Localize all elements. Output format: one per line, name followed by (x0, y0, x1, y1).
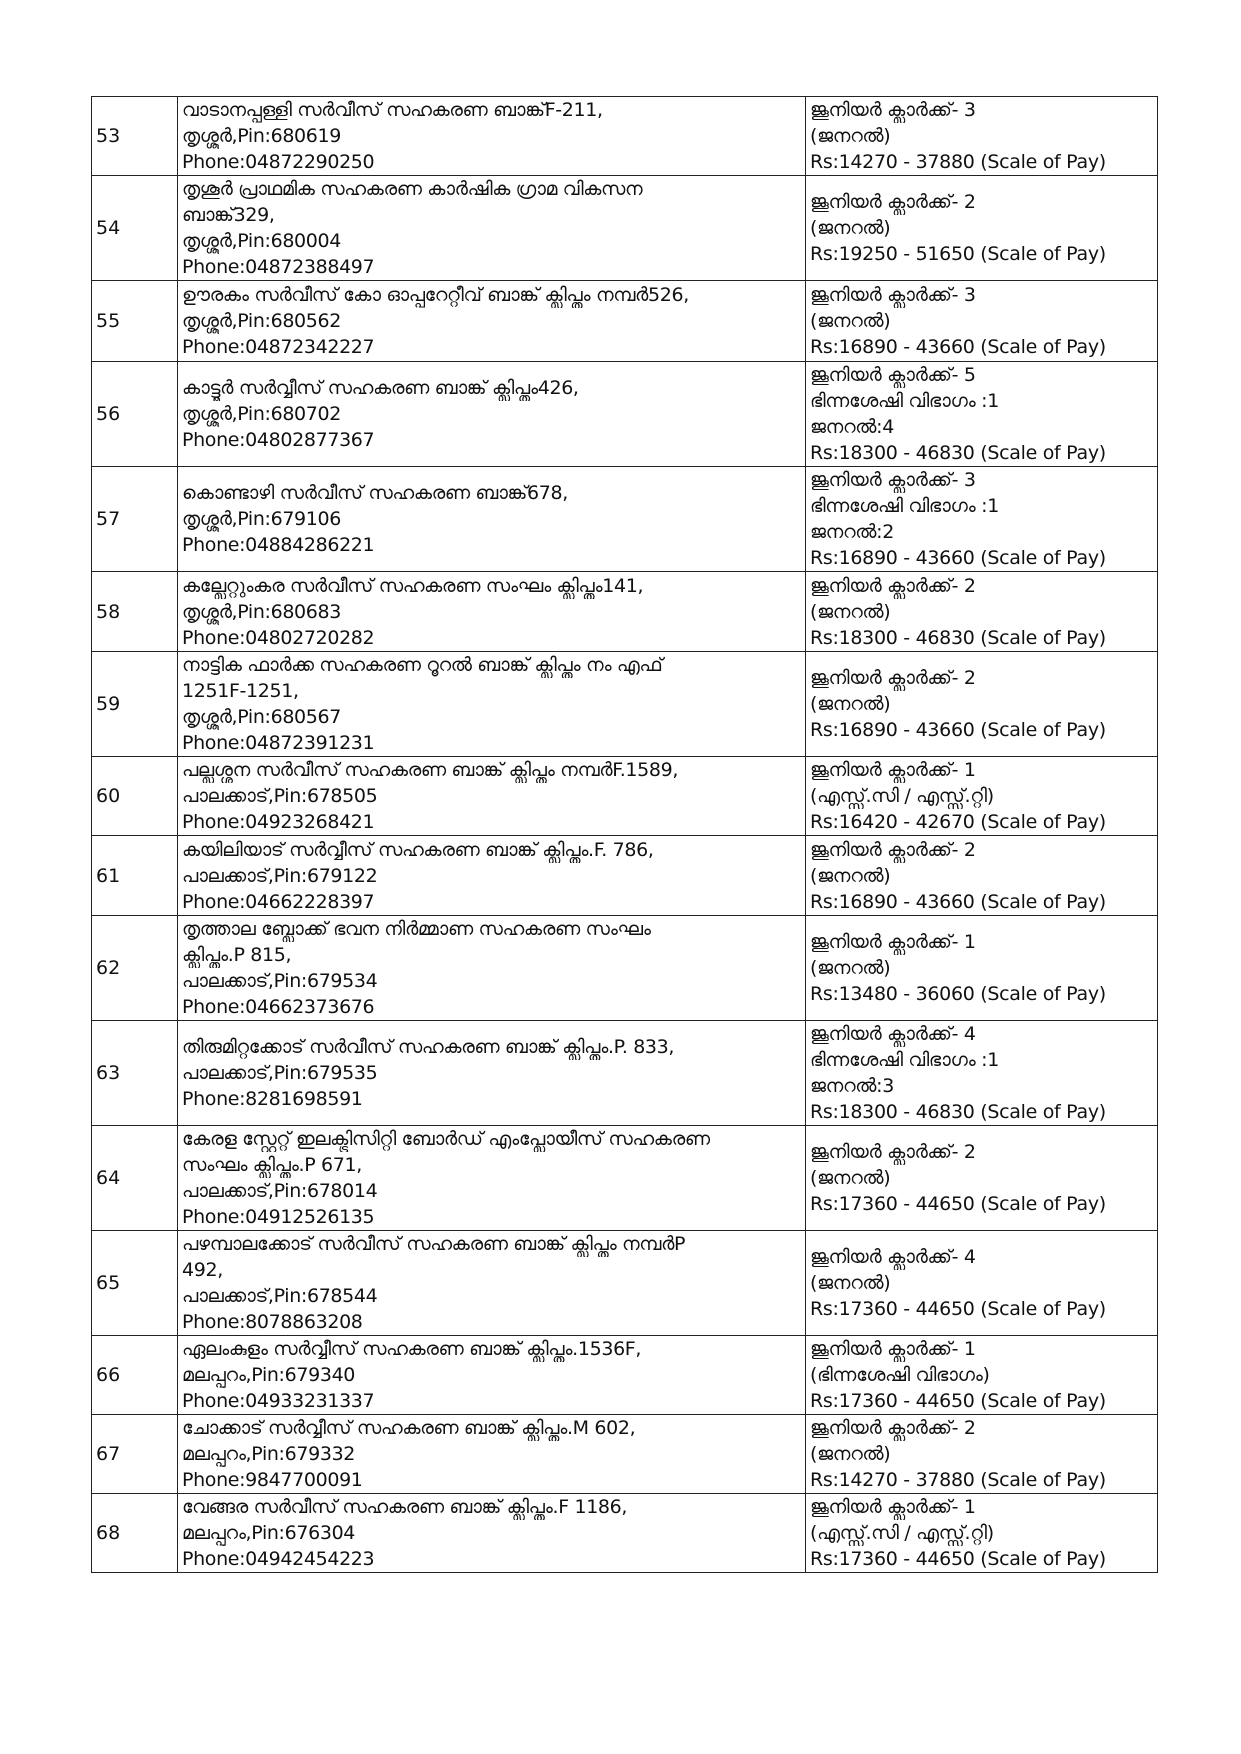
serial-number-cell: 67 (92, 1415, 178, 1494)
institution-line: Phone:04884286221 (182, 534, 375, 556)
post-detail-line: ജനറൽ:2 (810, 521, 895, 543)
institution-cell (178, 1126, 806, 1231)
post-detail-line: ജൂനിയർ ക്ലാർക്ക്- 1 (810, 931, 976, 953)
institution-line: പാലക്കാട്,Pin:678505 (182, 785, 378, 807)
institution-line: വേങ്ങര സർവീസ് സഹകരണ ബാങ്ക് ക്ലിപ്തം.F 1186, (182, 1496, 628, 1518)
post-detail-line: (എസ്സ്.സി / എസ്സ്.റ്റി) (810, 1522, 994, 1544)
institution-line: തൃശ്ശൂർ,Pin:680619 (182, 125, 342, 147)
institution-line: തൃശൂർ പ്രാഥമിക സഹകരണ കാർഷിക ഗ്രാമ വികസന (182, 178, 643, 200)
post-detail-line: (ജനറൽ) (810, 1443, 891, 1465)
institution-line: മലപ്പുറം,Pin:676304 (182, 1522, 356, 1544)
institution-line: Phone:9847700091 (182, 1469, 363, 1491)
post-detail-line: Rs:18300 - 46830 (Scale of Pay) (810, 1101, 1106, 1123)
serial-number-cell: 58 (92, 572, 178, 652)
institution-line: പാലക്കാട്,Pin:679534 (182, 970, 378, 992)
post-details-cell (806, 916, 1158, 1021)
post-detail-line: (ജനറൽ) (810, 1272, 891, 1294)
institution-line: കേരള സ്റ്റേറ്റ് ഇലക്ട്രിസിറ്റി ബോർഡ് എംപ്ലോയീസ് സഹകരണ (182, 1128, 710, 1150)
institution-line: ഊരകം സർവീസ് കോ ഓപ്പറേറ്റീവ് ബാങ്ക് ക്ലിപ്തം നമ്പർ526, (182, 284, 689, 306)
institution-line: മലപ്പുറം,Pin:679332 (182, 1443, 356, 1465)
post-details-cell (806, 362, 1158, 467)
serial-number-cell: 54 (92, 176, 178, 281)
post-details-cell (806, 572, 1158, 652)
table-row (92, 467, 1158, 572)
institution-cell (178, 1415, 806, 1494)
institution-cell (178, 916, 806, 1021)
institution-line: Phone:04662373676 (182, 996, 375, 1018)
serial-number-cell: 64 (92, 1126, 178, 1231)
institution-line: ക്ലിപ്തം.P 815, (182, 944, 292, 966)
institution-line: തൃത്താല ബ്ലോക്ക് ഭവന നിർമ്മാണ സഹകരണ സംഘം (182, 918, 651, 940)
post-detail-line: Rs:16890 - 43660 (Scale of Pay) (810, 547, 1106, 569)
post-details-cell (806, 1494, 1158, 1573)
institution-line: തൃശ്ശൂർ,Pin:680683 (182, 600, 342, 623)
table-row (92, 1415, 1158, 1494)
post-detail-line: (ജനറൽ) (810, 310, 891, 332)
post-detail-line: Rs:16890 - 43660 (Scale of Pay) (810, 336, 1106, 358)
institution-line: തൃശ്ശൂർ,Pin:680562 (182, 310, 342, 332)
institution-line: ചോക്കാട് സർവ്വീസ് സഹകരണ ബാങ്ക് ക്ലിപ്തം.M 602, (182, 1417, 636, 1439)
post-details-cell (806, 1021, 1158, 1126)
post-detail-line: Rs:16890 - 43660 (Scale of Pay) (810, 890, 1106, 913)
serial-number-cell: 57 (92, 467, 178, 572)
post-detail-line: Rs:14270 - 37880 (Scale of Pay) (810, 1469, 1106, 1491)
post-detail-line: ജൂനിയർ ക്ലാർക്ക്- 3 (810, 284, 976, 306)
institution-line: 492, (182, 1259, 223, 1281)
post-detail-line: Rs:16890 - 43660 (Scale of Pay) (810, 719, 1106, 741)
institution-cell (178, 97, 806, 176)
institution-line: കയിലിയാട് സർവ്വീസ് സഹകരണ ബാങ്ക് ക്ലിപ്തം.F. 786, (182, 838, 654, 861)
institution-cell (178, 1021, 806, 1126)
post-details-cell (806, 1336, 1158, 1415)
table-row (92, 916, 1158, 1021)
table-row (92, 281, 1158, 362)
institution-line: പല്ലശ്ശന സർവീസ് സഹകരണ ബാങ്ക് ക്ലിപ്തം നമ്പർF.1589, (182, 759, 679, 781)
institution-line: Phone:04872342227 (182, 336, 375, 358)
table-row (92, 652, 1158, 757)
serial-number-cell: 56 (92, 362, 178, 467)
post-details-cell (806, 97, 1158, 176)
post-details-cell (806, 1415, 1158, 1494)
post-detail-line: Rs:18300 - 46830 (Scale of Pay) (810, 442, 1106, 464)
institution-line: Phone:04942454223 (182, 1548, 375, 1570)
institution-line: നാട്ടിക ഫാർക്ക സഹകരണ റൂറൽ ബാങ്ക് ക്ലിപ്തം നം എഫ് (182, 654, 663, 676)
institution-line: Phone:8078863208 (182, 1311, 363, 1333)
post-detail-line: ജൂനിയർ ക്ലാർക്ക്- 3 (810, 469, 976, 491)
serial-number-cell: 55 (92, 281, 178, 362)
post-detail-line: ജൂനിയർ ക്ലാർക്ക്- 1 (810, 1496, 976, 1518)
post-details-cell (806, 836, 1158, 916)
post-detail-line: ജൂനിയർ ക്ലാർക്ക്- 3 (810, 99, 976, 121)
post-detail-line: (ജനറൽ) (810, 693, 891, 715)
institution-line: Phone:04662228397 (182, 890, 375, 913)
institution-line: പാലക്കാട്,Pin:678544 (182, 1285, 378, 1307)
vacancy-table-body (92, 97, 1158, 1573)
institution-line: പാലക്കാട്,Pin:679535 (182, 1062, 378, 1084)
table-row (92, 1021, 1158, 1126)
post-detail-line: Rs:13480 - 36060 (Scale of Pay) (810, 983, 1106, 1005)
post-details-cell (806, 281, 1158, 362)
post-detail-line: Rs:16420 - 42670 (Scale of Pay) (810, 811, 1106, 833)
institution-line: 1251F-1251, (182, 680, 299, 702)
institution-line: മലപ്പുറം,Pin:679340 (182, 1364, 356, 1386)
serial-number-cell: 66 (92, 1336, 178, 1415)
post-detail-line: Rs:19250 - 51650 (Scale of Pay) (810, 243, 1106, 265)
post-detail-line: (എസ്സ്.സി / എസ്സ്.റ്റി) (810, 785, 994, 807)
institution-cell (178, 836, 806, 916)
table-row (92, 757, 1158, 836)
institution-line: തൃശ്ശൂർ,Pin:680702 (182, 403, 342, 425)
institution-line: പാലക്കാട്,Pin:678014 (182, 1180, 378, 1202)
post-detail-line: (ജനറൽ) (810, 864, 891, 887)
post-detail-line: ജൂനിയർ ക്ലാർക്ക്- 4 (810, 1023, 976, 1045)
post-detail-line: ജൂനിയർ ക്ലാർക്ക്- 2 (810, 1417, 976, 1439)
post-details-cell (806, 176, 1158, 281)
institution-line: ഏലംകുളം സർവ്വീസ് സഹകരണ ബാങ്ക് ക്ലിപ്തം.1536F, (182, 1338, 642, 1360)
institution-line: Phone:04933231337 (182, 1390, 375, 1412)
post-detail-line: (ഭിന്നശേഷി വിഭാഗം) (810, 1364, 990, 1386)
post-detail-line: ജൂനിയർ ക്ലാർക്ക്- 4 (810, 1246, 976, 1268)
post-details-cell (806, 467, 1158, 572)
table-row (92, 97, 1158, 176)
serial-number-cell: 53 (92, 97, 178, 176)
institution-line: തിരുമിറ്റക്കോട് സർവീസ് സഹകരണ ബാങ്ക് ക്ലിപ്തം.P. 833, (182, 1036, 675, 1058)
institution-cell (178, 362, 806, 467)
post-detail-line: (ജനറൽ) (810, 217, 891, 239)
institution-cell (178, 757, 806, 836)
institution-line: പഴമ്പാലക്കോട് സർവീസ് സഹകരണ ബാങ്ക് ക്ലിപ്തം നമ്പർP (182, 1233, 686, 1255)
table-row (92, 572, 1158, 652)
post-detail-line: ജൂനിയർ ക്ലാർക്ക്- 2 (810, 667, 976, 689)
post-detail-line: Rs:17360 - 44650 (Scale of Pay) (810, 1298, 1106, 1320)
institution-line: കല്ലേറ്റുംകര സർവീസ് സഹകരണ സംഘം ക്ലിപ്തം141, (182, 574, 644, 597)
post-detail-line: ഭിന്നശേഷി വിഭാഗം :1 (810, 390, 1000, 412)
post-details-cell (806, 652, 1158, 757)
post-detail-line: ജൂനിയർ ക്ലാർക്ക്- 2 (810, 191, 976, 213)
vacancy-table (91, 96, 1158, 1573)
post-detail-line: ജൂനിയർ ക്ലാർക്ക്- 2 (810, 574, 976, 597)
serial-number-cell: 65 (92, 1231, 178, 1336)
institution-line: വാടാനപ്പള്ളി സർവീസ് സഹകരണ ബാങ്ക്F-211, (182, 99, 603, 121)
institution-line: Phone:04923268421 (182, 811, 375, 833)
serial-number-cell: 59 (92, 652, 178, 757)
post-detail-line: ജൂനിയർ ക്ലാർക്ക്- 5 (810, 364, 976, 386)
serial-number-cell: 68 (92, 1494, 178, 1573)
post-detail-line: (ജനറൽ) (810, 600, 891, 623)
institution-cell (178, 176, 806, 281)
institution-line: ബാങ്ക്329, (182, 204, 275, 226)
institution-line: Phone:04872388497 (182, 256, 375, 278)
table-row (92, 1494, 1158, 1573)
post-detail-line: ജൂനിയർ ക്ലാർക്ക്- 2 (810, 838, 976, 861)
institution-line: Phone:04802877367 (182, 429, 375, 451)
institution-line: സംഘം ക്ലിപ്തം.P 671, (182, 1154, 362, 1176)
post-detail-line: Rs:18300 - 46830 (Scale of Pay) (810, 626, 1106, 649)
institution-line: Phone:04802720282 (182, 626, 375, 649)
institution-line: Phone:8281698591 (182, 1088, 363, 1110)
post-detail-line: Rs:14270 - 37880 (Scale of Pay) (810, 151, 1106, 173)
post-detail-line: ജൂനിയർ ക്ലാർക്ക്- 2 (810, 1141, 976, 1163)
institution-line: Phone:04872290250 (182, 151, 375, 173)
table-row (92, 1231, 1158, 1336)
post-detail-line: ജനറൽ:3 (810, 1075, 895, 1097)
post-detail-line: ജൂനിയർ ക്ലാർക്ക്- 1 (810, 759, 976, 781)
serial-number-cell: 62 (92, 916, 178, 1021)
serial-number-cell: 61 (92, 836, 178, 916)
table-row (92, 176, 1158, 281)
institution-line: കൊണ്ടാഴി സർവീസ് സഹകരണ ബാങ്ക്678, (182, 482, 568, 504)
institution-cell (178, 652, 806, 757)
institution-line: Phone:04872391231 (182, 732, 375, 754)
institution-line: തൃശ്ശൂർ,Pin:680567 (182, 706, 342, 728)
post-details-cell (806, 1231, 1158, 1336)
table-row (92, 836, 1158, 916)
post-detail-line: Rs:17360 - 44650 (Scale of Pay) (810, 1193, 1106, 1215)
serial-number-cell: 60 (92, 757, 178, 836)
institution-line: പാലക്കാട്,Pin:679122 (182, 864, 378, 887)
institution-cell (178, 1494, 806, 1573)
post-detail-line: (ജനറൽ) (810, 125, 891, 147)
institution-line: തൃശ്ശൂർ,Pin:680004 (182, 230, 342, 252)
institution-line: കാട്ടൂർ സർവ്വീസ് സഹകരണ ബാങ്ക് ക്ലിപ്തം426, (182, 377, 579, 399)
post-detail-line: ജൂനിയർ ക്ലാർക്ക്- 1 (810, 1338, 976, 1360)
institution-line: തൃശ്ശൂർ,Pin:679106 (182, 508, 342, 530)
institution-cell (178, 281, 806, 362)
post-detail-line: ഭിന്നശേഷി വിഭാഗം :1 (810, 495, 1000, 517)
institution-line: Phone:04912526135 (182, 1206, 375, 1228)
institution-cell (178, 467, 806, 572)
post-details-cell (806, 1126, 1158, 1231)
serial-number-cell: 63 (92, 1021, 178, 1126)
table-row (92, 362, 1158, 467)
post-detail-line: (ജനറൽ) (810, 1167, 891, 1189)
post-detail-line: (ജനറൽ) (810, 957, 891, 979)
post-detail-line: Rs:17360 - 44650 (Scale of Pay) (810, 1390, 1106, 1412)
institution-cell (178, 1336, 806, 1415)
institution-cell (178, 572, 806, 652)
institution-cell (178, 1231, 806, 1336)
post-detail-line: ജനറൽ:4 (810, 416, 895, 438)
post-details-cell (806, 757, 1158, 836)
table-row (92, 1336, 1158, 1415)
post-detail-line: Rs:17360 - 44650 (Scale of Pay) (810, 1548, 1106, 1570)
table-row (92, 1126, 1158, 1231)
post-detail-line: ഭിന്നശേഷി വിഭാഗം :1 (810, 1049, 1000, 1071)
